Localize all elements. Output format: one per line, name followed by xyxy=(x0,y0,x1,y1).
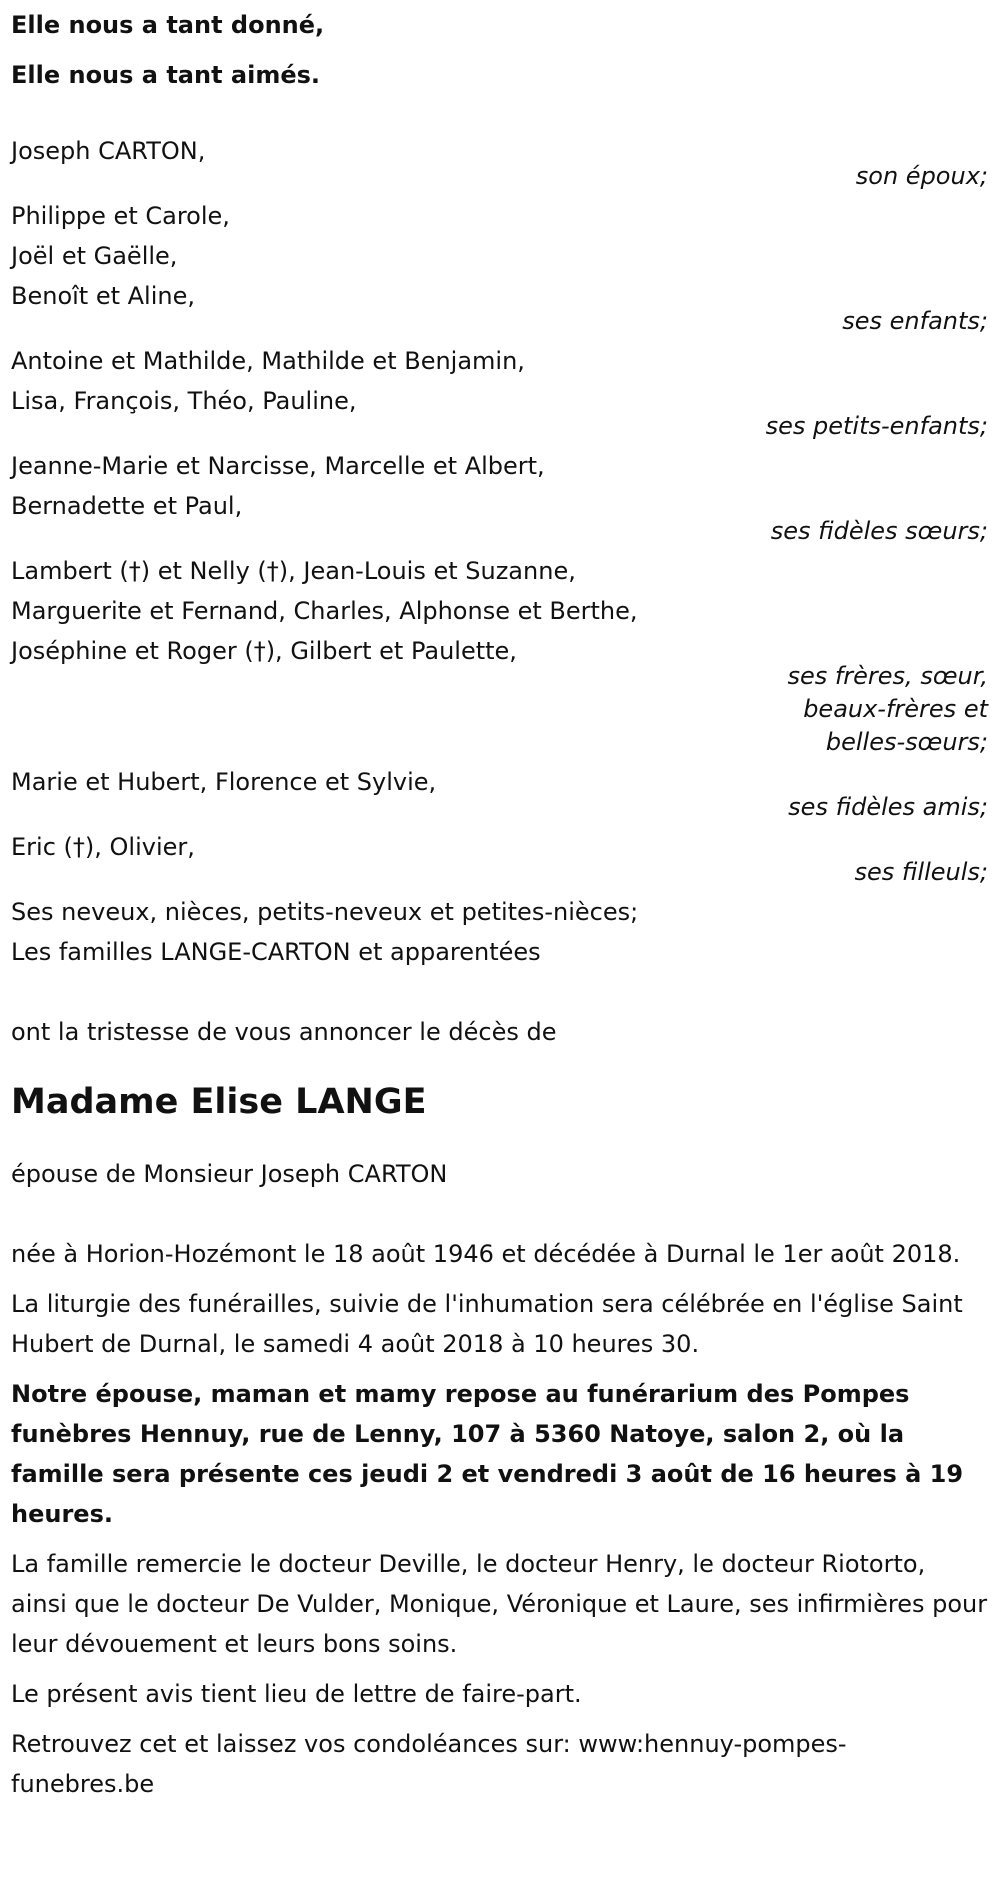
family-relation: beaux-frères et xyxy=(803,695,988,723)
family-block xyxy=(11,341,988,446)
family-block xyxy=(11,551,988,762)
family-names: Joséphine et Roger (†), Gilbert et Paulette, xyxy=(11,637,517,665)
family-names: Jeanne-Marie et Narcisse, Marcelle et Albert, xyxy=(11,452,545,480)
family-names: Bernadette et Paul, xyxy=(11,492,243,520)
family-names: Antoine et Mathilde, Mathilde et Benjamin, xyxy=(11,347,525,375)
family-names: Eric (†), Olivier, xyxy=(11,833,195,861)
family-relation: ses fidèles amis; xyxy=(788,793,988,821)
notice-paragraph: Retrouvez cet et laissez vos condoléances sur: www:hennuy-pompes-funebres.be xyxy=(11,1730,847,1798)
family-relation: ses enfants; xyxy=(842,307,988,335)
other-relatives-line: Ses neveux, nièces, petits-neveux et petites-nièces; xyxy=(11,898,639,926)
family-block xyxy=(11,762,988,827)
deceased-name: Madame Elise LANGE xyxy=(11,1082,427,1122)
family-relation: belles-sœurs; xyxy=(825,728,988,756)
notice-paragraph: née à Horion-Hozémont le 18 août 1946 et décédée à Durnal le 1er août 2018. xyxy=(11,1240,961,1268)
family-relation: ses fidèles sœurs; xyxy=(770,517,988,545)
intro-line: Elle nous a tant aimés. xyxy=(11,61,321,89)
notice-paragraph: La liturgie des funérailles, suivie de l'inhumation sera célébrée en l'église Saint Hubert de Durnal, le samedi 4 août 2018 à 10 heures 30. xyxy=(11,1290,963,1358)
family-relation: ses filleuls; xyxy=(854,858,988,886)
notice-paragraph: La famille remercie le docteur Deville, le docteur Henry, le docteur Riotorto, ainsi que le docteur De Vulder, Monique, Véronique et Laure, ses infirmières pour leur dévouement et leurs bons soins. xyxy=(11,1550,988,1658)
intro-line: Elle nous a tant donné, xyxy=(11,11,325,39)
family-names: Philippe et Carole, xyxy=(11,202,230,230)
family-names: Lambert (†) et Nelly (†), Jean-Louis et Suzanne, xyxy=(11,557,576,585)
other-relatives-line: Les familles LANGE-CARTON et apparentées xyxy=(11,938,541,966)
intro-verse xyxy=(11,0,988,100)
family-names: Marguerite et Fernand, Charles, Alphonse et Berthe, xyxy=(11,597,638,625)
family-names: Benoît et Aline, xyxy=(11,282,195,310)
announcement: ont la tristesse de vous annoncer le décès de xyxy=(11,1018,557,1046)
family-names: Lisa, François, Théo, Pauline, xyxy=(11,387,357,415)
notice-paragraph: Notre épouse, maman et mamy repose au funérarium des Pompes funèbres Hennuy, rue de Lenny, 107 à 5360 Natoye, salon 2, où la famille sera présente ces jeudi 2 et vendredi 3 août de 16 heures à 19 heures. xyxy=(11,1380,964,1528)
family-block xyxy=(11,196,988,341)
family-block xyxy=(11,131,988,196)
family-relation: ses petits-enfants; xyxy=(765,412,988,440)
family-list xyxy=(11,131,988,892)
notice-body xyxy=(11,1234,988,1804)
family-names: Marie et Hubert, Florence et Sylvie, xyxy=(11,768,437,796)
family-block xyxy=(11,827,988,892)
other-relatives xyxy=(11,892,988,972)
family-block xyxy=(11,446,988,551)
family-names: Joël et Gaëlle, xyxy=(11,242,178,270)
family-names: Joseph CARTON, xyxy=(11,137,206,165)
family-relation: son époux; xyxy=(855,162,988,190)
spouse-line: épouse de Monsieur Joseph CARTON xyxy=(11,1160,448,1188)
notice-paragraph: Le présent avis tient lieu de lettre de faire-part. xyxy=(11,1680,582,1708)
family-relation: ses frères, sœur, xyxy=(787,662,988,690)
